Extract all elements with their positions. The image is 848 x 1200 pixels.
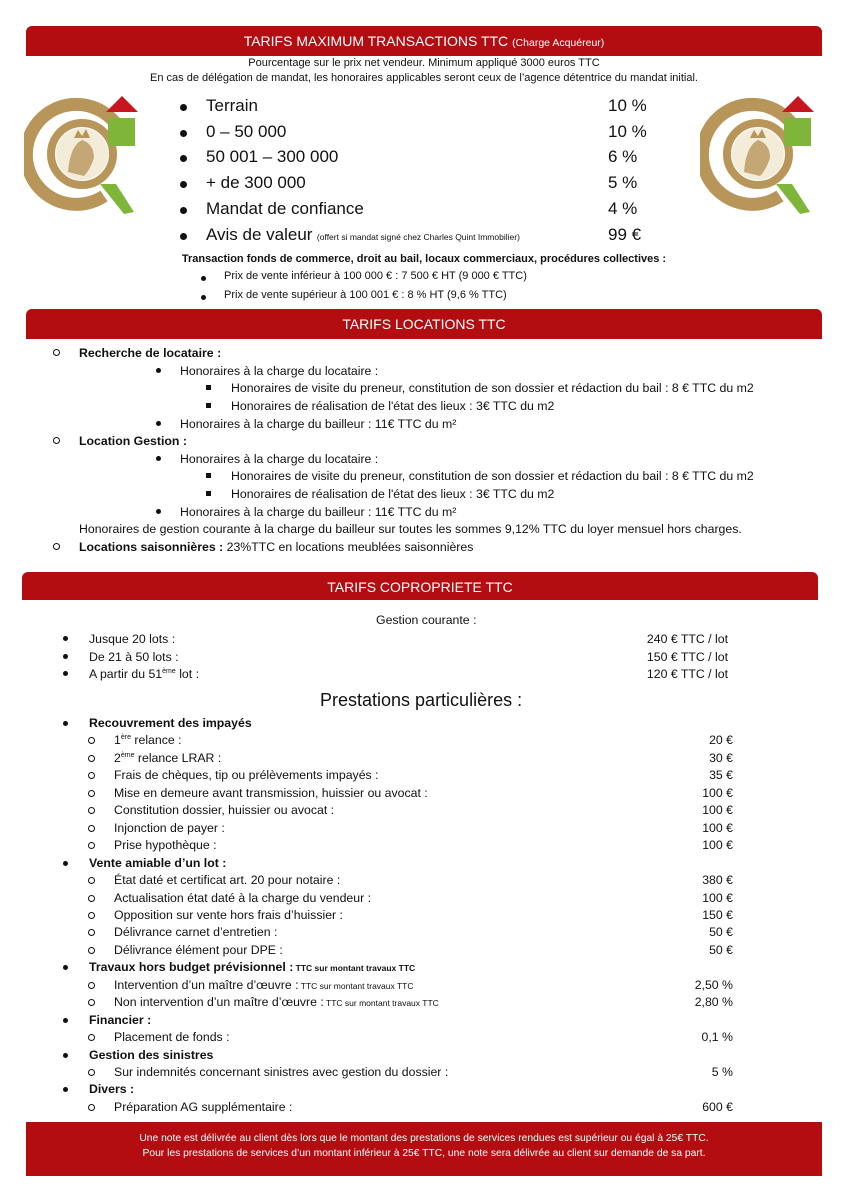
management-title: Location Gestion : (79, 434, 187, 448)
rate-value: 5 % (608, 173, 638, 192)
rate-label: 0 – 50 000 (206, 122, 287, 141)
bullet (180, 155, 187, 162)
special-item-value: 35 € (709, 768, 733, 783)
rental-banner (26, 309, 822, 339)
special-item-label: Constitution dossier, huissier ou avocat : (114, 803, 335, 818)
bullet (63, 671, 68, 676)
special-item-label: Opposition sur vente hors frais d’huissier : (114, 907, 343, 922)
special-item-label: Intervention d’un maître d’œuvre : TTC sur montant travaux TTC (114, 977, 414, 992)
special-item-label: Sur indemnités concernant sinistres avec gestion du dossier : (114, 1065, 449, 1079)
circle-bullet (88, 999, 95, 1006)
rate-value: 99 € (608, 225, 642, 244)
rate-label: Terrain (206, 96, 258, 115)
bullet (63, 861, 68, 866)
special-item-value: 150 € (702, 907, 733, 922)
special-item-value: 20 € (709, 733, 733, 748)
special-group-title (89, 1048, 213, 1062)
footer-banner (26, 1122, 822, 1176)
inventory-fee: Honoraires de réalisation de l'état des lieux : 3€ TTC du m2 (231, 399, 555, 413)
inventory-fee: Honoraires de réalisation de l'état des lieux : 3€ TTC du m2 (231, 487, 555, 501)
bullet (63, 1018, 68, 1023)
special-group-title (89, 1082, 134, 1096)
business-item: Prix de vente supérieur à 100 001 € : 8 % HT (9,6 % TTC) (224, 289, 507, 301)
bullet (63, 965, 68, 970)
bullet (156, 368, 161, 373)
special-item-value: 100 € (702, 820, 733, 835)
rate-label: Avis de valeur (206, 225, 313, 244)
bullet (180, 207, 187, 214)
special-group-title (89, 960, 415, 974)
circle-bullet (88, 737, 95, 744)
lot-label: Jusque 20 lots : (89, 632, 176, 646)
bullet (63, 1087, 68, 1092)
group-title-note: TTC sur montant travaux TTC (293, 963, 416, 974)
special-item-label: État daté et certificat art. 20 pour notaire : (114, 873, 341, 888)
bullet (180, 104, 187, 111)
special-item-label: Injonction de payer : (114, 820, 225, 835)
sale-note-2: En cas de délégation de mandat, les honoraires applicables seront ceux de l’agence détentrice du mandat initial. (150, 72, 698, 84)
bullet (63, 636, 68, 641)
rate-value: 4 % (608, 199, 638, 218)
circle-bullet (53, 437, 60, 444)
circle-bullet (88, 1104, 95, 1111)
charles-quint-logo-right (700, 94, 830, 214)
special-item-value: 100 € (702, 803, 733, 818)
lot-label: A partir du 51ème lot : (89, 667, 200, 681)
square-bullet (206, 491, 211, 496)
circle-bullet (88, 825, 95, 832)
special-item-label: Mise en demeure avant transmission, huissier ou avocat : (114, 785, 428, 800)
rate-value: 6 % (608, 147, 638, 166)
special-item-label: Délivrance élément pour DPE : (114, 942, 283, 957)
charles-quint-logo-left (24, 94, 154, 214)
lot-value: 150 € TTC / lot (646, 650, 728, 664)
group-title-text: Travaux hors budget prévisionnel : (89, 960, 294, 975)
circle-bullet (88, 790, 95, 797)
special-item-value: 100 € (702, 838, 733, 853)
special-item-value: 30 € (709, 750, 733, 765)
special-item-label: 1ère relance : (114, 733, 182, 748)
circle-bullet (88, 877, 95, 884)
special-item-label: Placement de fonds : (114, 1030, 230, 1045)
special-item-value: 5 % (711, 1065, 733, 1079)
copro-title: TARIFS COPROPRIETE TTC (327, 579, 513, 595)
rate-value: 10 % (608, 122, 647, 141)
special-item-label: Délivrance carnet d’entretien : (114, 925, 278, 940)
group-title-text: Gestion des sinistres (89, 1047, 214, 1062)
circle-bullet (88, 807, 95, 814)
lot-label: De 21 à 50 lots : (89, 650, 179, 664)
special-item-value: 100 € (702, 890, 733, 905)
circle-bullet (53, 349, 60, 356)
circle-bullet (88, 982, 95, 989)
bullet (201, 295, 206, 300)
bullet (63, 1053, 68, 1058)
group-title-text: Vente amiable d’un lot : (89, 855, 227, 870)
circle-bullet (88, 772, 95, 779)
bullet (156, 456, 161, 461)
special-item-value: 50 € (709, 942, 733, 957)
special-item-label: Non intervention d’un maître d’œuvre : TTC sur montant travaux TTC (114, 995, 439, 1010)
circle-bullet (88, 929, 95, 936)
special-title: Prestations particulières : (320, 690, 523, 710)
special-group-title (89, 856, 226, 870)
special-item-label: Actualisation état daté à la charge du vendeur : (114, 890, 372, 905)
square-bullet (206, 385, 211, 390)
special-item-value: 2,80 % (694, 995, 733, 1010)
sale-banner (26, 26, 822, 56)
tenant-charge: Honoraires à la charge du locataire : (180, 364, 379, 378)
lot-value: 120 € TTC / lot (646, 667, 728, 681)
seasonal-title: Locations saisonnières : (79, 540, 224, 554)
bullet (63, 721, 68, 726)
group-title-text: Financier : (89, 1012, 152, 1027)
rate-label: 50 001 – 300 000 (206, 147, 339, 166)
rental-title: TARIFS LOCATIONS TTC (342, 316, 506, 332)
landlord-fee: Honoraires à la charge du bailleur : 11€ TTC du m² (180, 505, 457, 519)
special-item-label: Prise hypothèque : (114, 838, 217, 853)
rate-label: Mandat de confiance (206, 199, 364, 218)
current-title: Gestion courante : (376, 613, 477, 627)
circle-bullet (88, 912, 95, 919)
footer-line-2: Pour les prestations de services d’un montant inférieur à 25€ TTC, une note sera délivrée au client sur demande de sa part. (142, 1148, 706, 1159)
lot-value: 240 € TTC / lot (646, 632, 728, 646)
special-item-value: 100 € (702, 785, 733, 800)
bullet (201, 276, 206, 281)
sale-title: TARIFS MAXIMUM TRANSACTIONS TTC (243, 33, 509, 49)
special-item-value: 600 € (702, 1099, 733, 1114)
group-title-text: Recouvrement des impayés (89, 716, 252, 730)
bullet (180, 130, 187, 137)
seasonal-text: 23%TTC en locations meublées saisonnières (223, 540, 474, 554)
bullet (156, 509, 161, 514)
special-item-value: 2,50 % (694, 977, 733, 992)
special-group-title (89, 716, 252, 730)
footer-line-1: Une note est délivrée au client dès lors que le montant des prestations de services rendues est supérieur ou égal à 25€ TTC. (139, 1133, 709, 1144)
rate-value: 10 % (608, 96, 647, 115)
special-item-value: 0,1 % (701, 1030, 733, 1045)
bullet (63, 654, 68, 659)
circle-bullet (88, 1034, 95, 1041)
group-title-text: Divers : (89, 1082, 135, 1097)
copro-banner (22, 572, 818, 600)
circle-bullet (88, 755, 95, 762)
bullet (180, 181, 187, 188)
sale-title-sub: (Charge Acquéreur) (512, 37, 605, 49)
business-item: Prix de vente inférieur à 100 000 € : 7 500 € HT (9 000 € TTC) (224, 270, 527, 282)
special-item-value: 380 € (702, 873, 733, 888)
business-title: Transaction fonds de commerce, droit au bail, locaux commerciaux, procédures collectives : (181, 253, 667, 265)
special-item-label: Frais de chèques, tip ou prélèvements impayés : (114, 768, 379, 783)
circle-bullet (88, 895, 95, 902)
visit-fee: Honoraires de visite du preneur, constitution de son dossier et rédaction du bail : 8 € TTC du m2 (231, 469, 754, 483)
circle-bullet (53, 543, 60, 550)
bullet (180, 233, 187, 240)
special-item-value: 50 € (709, 925, 733, 940)
special-item-label: Préparation AG supplémentaire : (114, 1099, 293, 1114)
rate-note: (offert si mandat signé chez Charles Quint Immobilier) (316, 232, 520, 242)
tenant-charge: Honoraires à la charge du locataire : (180, 452, 379, 466)
sale-note-1: Pourcentage sur le prix net vendeur. Minimum appliqué 3000 euros TTC (248, 57, 600, 69)
search-title: Recherche de locataire : (79, 346, 222, 360)
landlord-fee: Honoraires à la charge du bailleur : 11€ TTC du m² (180, 417, 457, 431)
square-bullet (206, 473, 211, 478)
circle-bullet (88, 947, 95, 954)
management-note: Honoraires de gestion courante à la charge du bailleur sur toutes les sommes 9,12% TTC du loyer mensuel hors charges. (79, 522, 742, 536)
visit-fee: Honoraires de visite du preneur, constitution de son dossier et rédaction du bail : 8 € TTC du m2 (231, 381, 754, 395)
circle-bullet (88, 1069, 95, 1076)
rate-label: + de 300 000 (206, 173, 306, 192)
circle-bullet (88, 842, 95, 849)
special-group-title (89, 1013, 151, 1027)
special-item-label: 2ème relance LRAR : (114, 750, 222, 765)
bullet (156, 421, 161, 426)
square-bullet (206, 403, 211, 408)
